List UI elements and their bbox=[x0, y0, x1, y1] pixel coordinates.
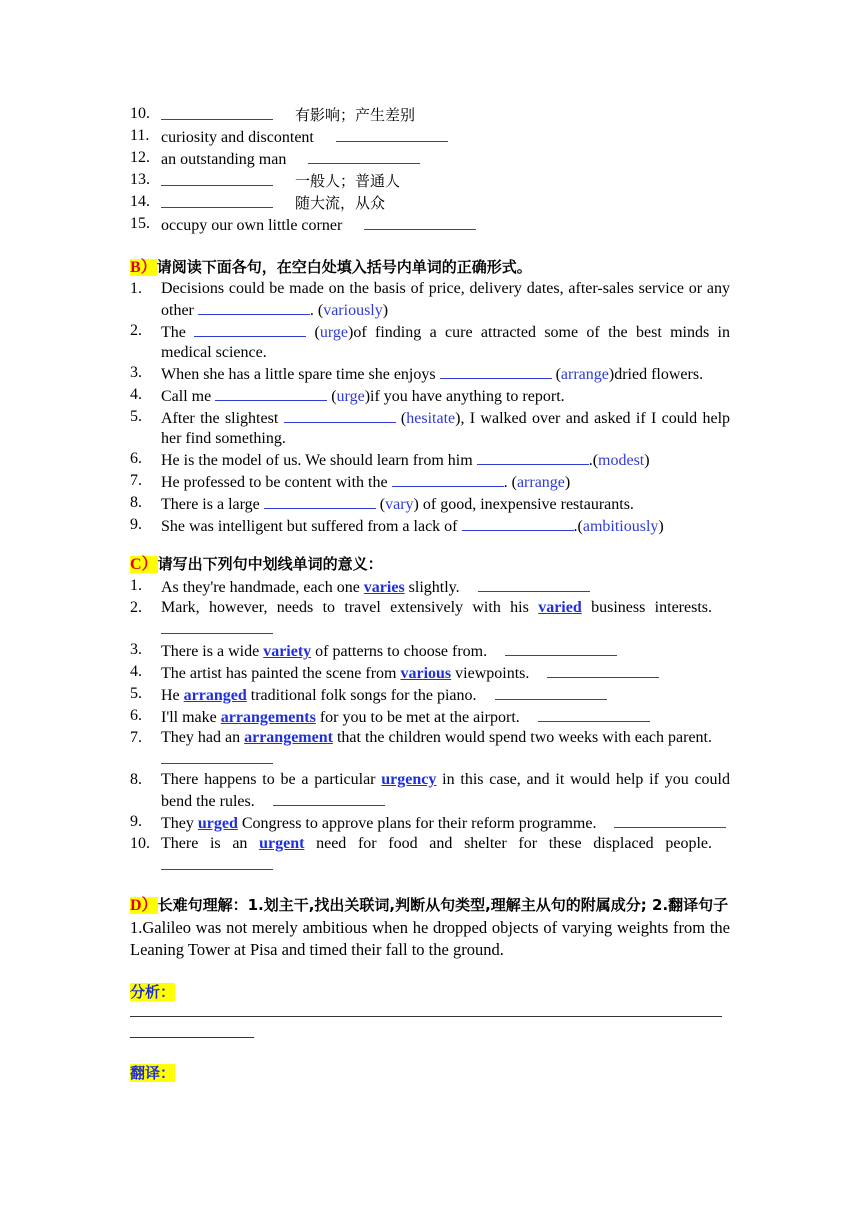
section-d-heading: D）长难句理解：1.划主干,找出关联词,判断从句类型,理解主从句的附属成分; 2.翻译句子 bbox=[130, 896, 729, 914]
answer-blank[interactable] bbox=[308, 148, 420, 164]
list-item: 14. 随大流，从众 bbox=[130, 193, 386, 212]
answer-blank[interactable] bbox=[505, 640, 617, 656]
list-item: 10. There is an urgent need for food and shelter for these displaced people. bbox=[130, 834, 730, 876]
long-sentence: 1.Galileo was not merely ambitious when he dropped objects of varying weights from the Leaning Tower at Pisa and timed their fall to the ground. bbox=[130, 918, 730, 959]
underlined-word: urgency bbox=[381, 771, 437, 788]
answer-blank[interactable] bbox=[215, 385, 327, 401]
underlined-word: varies bbox=[363, 579, 405, 596]
answer-blank[interactable] bbox=[440, 363, 552, 379]
list-item: 7. He professed to be content with the . (arrange) bbox=[130, 472, 571, 491]
answer-blank[interactable] bbox=[161, 104, 273, 120]
translation-block bbox=[130, 1062, 730, 1083]
answer-blank[interactable] bbox=[495, 684, 607, 700]
list-item: 8. There happens to be a particular urgency in this case, and it would help if you could bend the rules. bbox=[130, 771, 730, 810]
section-c-list bbox=[130, 576, 730, 876]
list-item: 9. She was intelligent but suffered from a lack of .(ambitiously) bbox=[130, 516, 664, 535]
answer-blank[interactable] bbox=[538, 706, 650, 722]
answer-blank[interactable] bbox=[336, 126, 448, 142]
hint-word: urge bbox=[319, 324, 349, 341]
answer-blank[interactable] bbox=[392, 471, 504, 487]
answer-line[interactable] bbox=[130, 1016, 722, 1017]
answer-blank[interactable] bbox=[161, 192, 273, 208]
list-item: 7. They had an arrangement that the children would spend two weeks with each parent. bbox=[130, 728, 730, 770]
answer-blank[interactable] bbox=[547, 662, 659, 678]
list-item: 2. The (urge)of finding a cure attracted some of the best minds in medical science. bbox=[130, 322, 731, 361]
underlined-word: varied bbox=[538, 599, 582, 616]
answer-blank[interactable] bbox=[161, 618, 273, 634]
answer-blank[interactable] bbox=[198, 299, 310, 315]
answer-blank[interactable] bbox=[161, 170, 273, 186]
hint-word: vary bbox=[385, 496, 414, 513]
hint-word: hesitate bbox=[406, 410, 456, 427]
answer-blank[interactable] bbox=[273, 790, 385, 806]
section-b-heading: B）请阅读下面各句，在空白处填入括号内单词的正确形式。 bbox=[130, 258, 532, 276]
list-item: 9. They urged Congress to approve plans for their reform programme. bbox=[130, 812, 730, 834]
list-item: 4. Call me (urge)if you have anything to report. bbox=[130, 386, 565, 405]
hint-word: urge bbox=[336, 388, 365, 405]
list-item: 8. There is a large (vary) of good, inexpensive restaurants. bbox=[130, 494, 634, 513]
answer-blank[interactable] bbox=[161, 748, 273, 764]
answer-blank[interactable] bbox=[364, 214, 476, 230]
hint-word: modest bbox=[598, 452, 645, 469]
list-item: 5. He arranged traditional folk songs for the piano. bbox=[130, 684, 730, 706]
list-item: 5. After the slightest (hesitate), I walked over and asked if I could help her find something. bbox=[130, 408, 731, 447]
underlined-word: variety bbox=[263, 643, 312, 660]
list-item: 12. an outstanding man bbox=[130, 148, 730, 170]
list-item: 11. curiosity and discontent bbox=[130, 126, 730, 148]
underlined-word: various bbox=[400, 665, 452, 682]
list-item: 1. Decisions could be made on the basis of price, delivery dates, after-sales service or any other . (variously) bbox=[130, 280, 730, 319]
list-item: 10. 有影响；产生差别 bbox=[130, 105, 416, 124]
hint-word: ambitiously bbox=[582, 518, 659, 535]
underlined-word: arrangement bbox=[244, 729, 333, 746]
analysis-label: 分析： bbox=[130, 983, 176, 1001]
worksheet bbox=[130, 104, 730, 1083]
translation-label: 翻译： bbox=[130, 1064, 176, 1082]
answer-blank[interactable] bbox=[462, 515, 574, 531]
section-b-list bbox=[130, 279, 730, 537]
list-item: 2. Mark, however, needs to travel extensively with his varied business interests. bbox=[130, 598, 730, 640]
list-item: 1. As they're handmade, each one varies slightly. bbox=[130, 576, 730, 598]
answer-blank[interactable] bbox=[284, 407, 396, 423]
list-item: 15. occupy our own little corner bbox=[130, 214, 730, 236]
list-item: 4. The artist has painted the scene from various viewpoints. bbox=[130, 662, 730, 684]
underlined-word: arranged bbox=[183, 687, 247, 704]
hint-word: arrange bbox=[516, 474, 565, 491]
underlined-word: arrangements bbox=[220, 709, 316, 726]
answer-line[interactable] bbox=[130, 1037, 254, 1038]
analysis-block bbox=[130, 981, 730, 1002]
list-item: 13. 一般人；普通人 bbox=[130, 171, 401, 190]
underlined-word: urged bbox=[197, 815, 238, 832]
answer-blank[interactable] bbox=[161, 854, 273, 870]
list-item: 3. There is a wide variety of patterns to choose from. bbox=[130, 640, 730, 662]
list-item: 6. He is the model of us. We should learn from him .(modest) bbox=[130, 450, 650, 469]
hint-word: variously bbox=[323, 302, 383, 319]
answer-blank[interactable] bbox=[264, 493, 376, 509]
answer-blank[interactable] bbox=[614, 812, 726, 828]
underlined-word: urgent bbox=[259, 835, 305, 852]
section-a-list bbox=[130, 104, 730, 236]
answer-blank[interactable] bbox=[478, 576, 590, 592]
list-item: 6. I'll make arrangements for you to be met at the airport. bbox=[130, 706, 730, 728]
section-c-heading: C）请写出下列句中划线单词的意义： bbox=[130, 555, 383, 573]
hint-word: arrange bbox=[560, 366, 609, 383]
answer-blank[interactable] bbox=[194, 321, 306, 337]
answer-blank[interactable] bbox=[477, 449, 589, 465]
list-item: 3. When she has a little spare time she enjoys (arrange)dried flowers. bbox=[130, 364, 704, 383]
